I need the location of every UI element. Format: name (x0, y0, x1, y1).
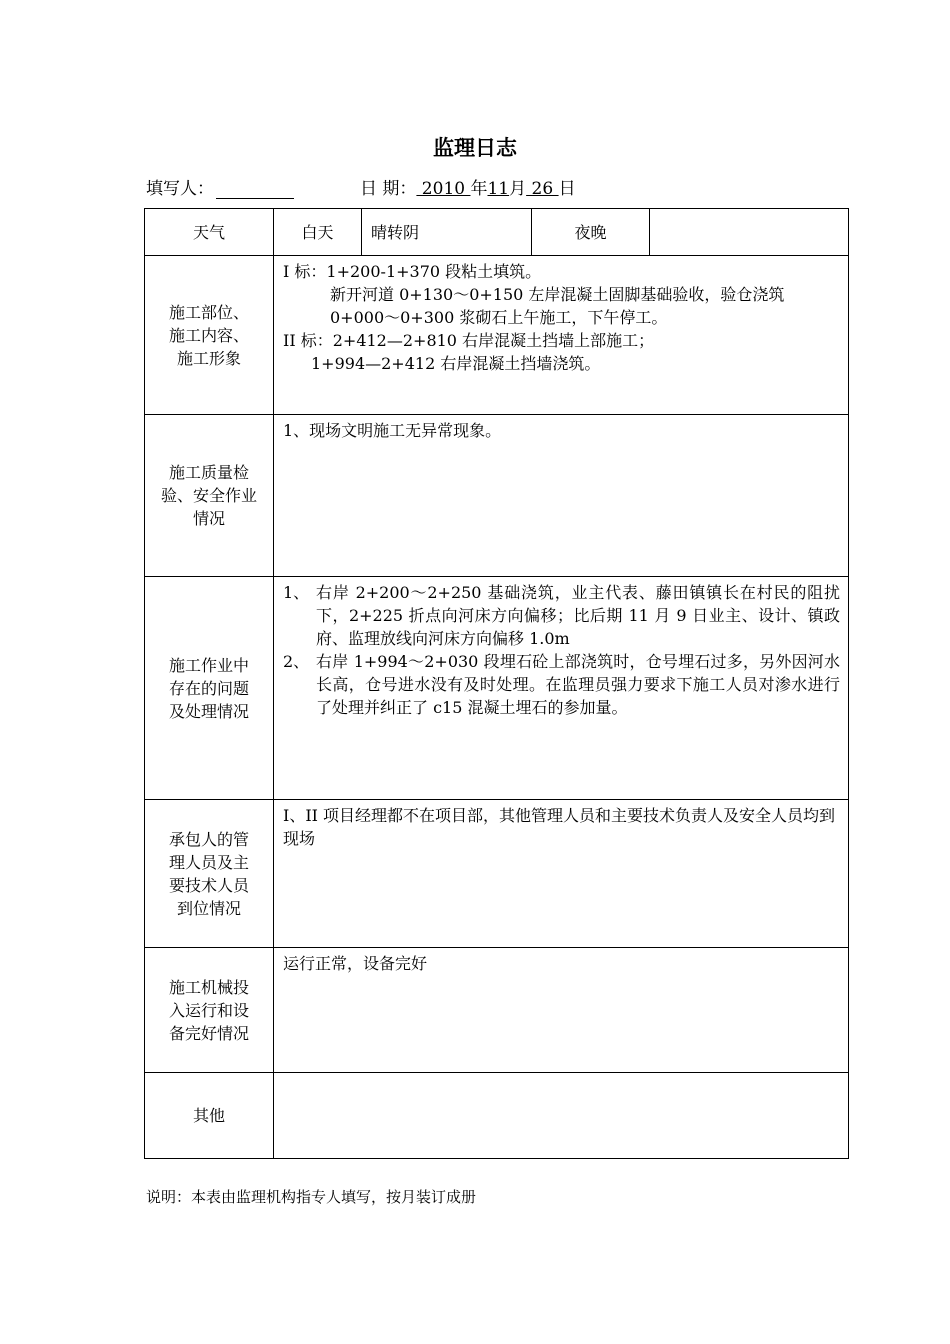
construction-content (274, 256, 849, 415)
filler-blank[interactable] (216, 180, 294, 199)
header-line (146, 174, 576, 199)
machinery-row (145, 948, 849, 1073)
day-weather-value: 晴转阴 (362, 209, 532, 256)
footer-note: 说明：本表由监理机构指专人填写，按月装订成册 (146, 1188, 477, 1206)
date-day: 26 (526, 179, 559, 199)
machinery-label: 施工机械投 入运行和设 备完好情况 (145, 948, 274, 1073)
contractor-label: 承包人的管 理人员及主 要技术人员 到位情况 (145, 800, 274, 948)
day-label: 白天 (274, 209, 362, 256)
log-table (144, 208, 849, 1159)
night-label: 夜晚 (532, 209, 650, 256)
other-label: 其他 (145, 1073, 274, 1159)
contractor-row (145, 800, 849, 948)
filler-label: 填写人： (146, 179, 214, 199)
construction-line: 0+000～0+300 浆砌石上午施工，下午停工。 (330, 308, 668, 327)
quality-label: 施工质量检 验、安全作业 情况 (145, 415, 274, 577)
construction-label: 施工部位、 施工内容、 施工形象 (145, 256, 274, 415)
problems-row (145, 577, 849, 800)
construction-line: I 标：1+200-1+370 段粘土填筑。 (283, 262, 542, 281)
problem-item: 2、 右岸 1+994～2+030 段埋石砼上部浇筑时，仓号埋石过多，另外因河水长高，仓号进水没有及时处理。在监理员强力要求下施工人员对渗水进行了处理并纠正了 c15 混凝土埋石的参加量。 (283, 652, 840, 717)
construction-line: II 标：2+412—2+810 右岸混凝土挡墙上部施工； (283, 331, 655, 350)
problem-item: 1、 右岸 2+200～2+250 基础浇筑，业主代表、藤田镇镇长在村民的阻扰下，2+225 折点向河床方向偏移；比后期 11 月 9 日业主、设计、镇政府、监理放线向河床方向偏移 1.0m (283, 583, 840, 648)
construction-line: 新开河道 0+130～0+150 左岸混凝土固脚基础验收，验仓浇筑 (330, 285, 785, 304)
other-content (274, 1073, 849, 1159)
weather-label: 天气 (145, 209, 274, 256)
date-month-unit: 月 (509, 179, 527, 199)
quality-content: 1、现场文明施工无异常现象。 (274, 415, 849, 577)
quality-row (145, 415, 849, 577)
construction-line: 1+994—2+412 右岸混凝土挡墙浇筑。 (311, 354, 601, 373)
other-row (145, 1073, 849, 1159)
date-day-unit: 日 (558, 179, 576, 199)
page-title: 监理日志 (433, 136, 517, 160)
night-weather-value (650, 209, 849, 256)
date-month: 11 (487, 179, 510, 199)
machinery-content: 运行正常，设备完好 (274, 948, 849, 1073)
date-label: 日 期： (360, 179, 417, 199)
weather-row (145, 209, 849, 256)
date-year: 2010 (416, 179, 471, 199)
problems-content (274, 577, 849, 800)
construction-row (145, 256, 849, 415)
problems-label: 施工作业中 存在的问题 及处理情况 (145, 577, 274, 800)
contractor-content: I、II 项目经理都不在项目部，其他管理人员和主要技术负责人及安全人员均到现场 (274, 800, 849, 948)
date-year-unit: 年 (470, 179, 488, 199)
